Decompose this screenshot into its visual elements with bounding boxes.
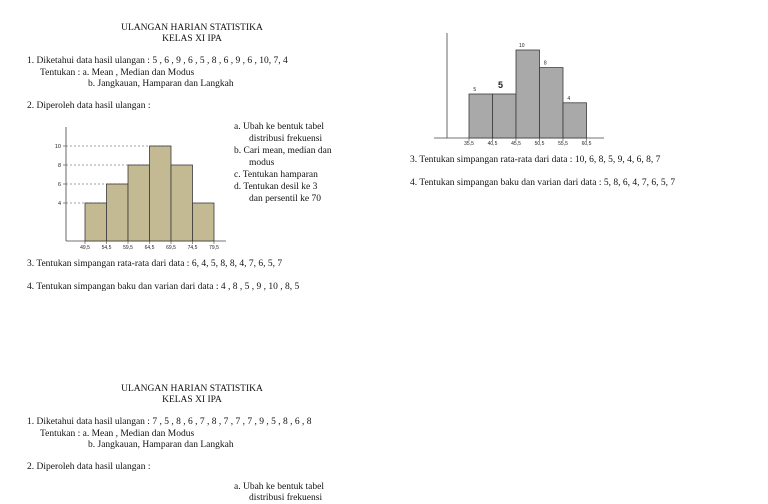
sheet1-subtitle: KELAS XI IPA [162,34,222,44]
sheet3-question-1-sub-a: Tentukan : a. Mean , Median dan Modus [40,429,195,439]
sheet1-question-1: 1. Diketahui data hasil ulangan : 5 , 6 , 9 , 6 , 5 , 8 , 6 , 9 , 6 , 10, 7, 4 [27,56,288,66]
h1-bar [150,146,172,241]
h1-bar [128,165,150,241]
h2-bar [493,94,517,138]
sheet3-question-1-sub-b: b. Jangkauan, Hamparan dan Langkah [88,440,234,450]
sheet1-question-1-sub-b: b. Jangkauan, Hamparan dan Langkah [88,79,234,89]
h2-data-label: 4 [567,95,571,102]
h1-bar [107,184,129,241]
sheet1-question-2: 2. Diperoleh data hasil ulangan : [27,101,151,111]
sheet1-question-4: 4. Tentukan simpangan baku dan varian dari data : 4 , 8 , 5 , 9 , 10 , 8, 5 [27,282,300,292]
sheet1-title: ULANGAN HARIAN STATISTIKA [121,23,263,33]
h2-data-label: 8 [543,60,547,67]
task-b-line1: b. Cari mean, median dan [234,146,332,156]
h1-x-tick-label: 49,5 [80,245,90,251]
sheet1-question-3: 3. Tentukan simpangan rata-rata dari data : 6, 4, 5, 8, 8, 4, 7, 6, 5, 7 [27,259,283,269]
h1-x-tick-label: 64,5 [144,245,155,251]
h2-data-label: 10 [518,43,525,49]
sheet3-question-2: 2. Diperoleh data hasil ulangan : [27,462,151,472]
sheet2-question-4: 4. Tentukan simpangan baku dan varian dari data : 5, 8, 6, 4, 7, 6, 5, 7 [410,178,676,188]
h1-x-tick-label: 54,5 [101,245,112,251]
h2-data-label: 5 [473,87,477,93]
task-a-line1: a. Ubah ke bentuk tabel [234,122,324,132]
h1-y-tick-label: 6 [57,182,61,188]
h1-bar [193,203,215,241]
h1-x-tick-label: 69,5 [166,245,176,251]
h2-x-tick-label: 40,5 [487,141,498,147]
sheet2-question-3: 3. Tentukan simpangan rata-rata dari data : 10, 6, 8, 5, 9, 4, 6, 8, 7 [410,155,661,165]
h2-data-label: 5 [497,80,504,90]
sheet1-question-1-sub-a: Tentukan : a. Mean , Median dan Modus [40,68,195,78]
task-a-line2: distribusi frekuensi [249,134,323,144]
h2-x-tick-label: 55,5 [558,141,568,147]
sheet3-title: ULANGAN HARIAN STATISTIKA [121,384,263,394]
h1-y-tick-label: 4 [57,201,61,207]
h2-bar [540,68,564,138]
task-d-line1: d. Tentukan desil ke 3 [234,182,318,192]
h2-bar [563,103,587,138]
sheet3-subtitle: KELAS XI IPA [162,395,222,405]
h2-bar [469,94,493,138]
h1-bar [171,165,193,241]
h1-x-tick-label: 79,5 [209,245,219,251]
task-d-line2: dan persentil ke 70 [249,194,322,204]
h2-bar [516,50,540,138]
task-b-line2: modus [249,158,275,168]
h1-y-tick-label: 10 [54,144,61,150]
h2-x-tick-label: 60,5 [581,141,592,147]
h1-y-tick-label: 8 [57,163,61,169]
sheet3-question-1: 1. Diketahui data hasil ulangan : 7 , 5 , 8 , 6 , 7 , 8 , 7 , 7 , 7 , 9 , 5 , 8 , 6 , 8 [27,417,312,427]
h2-x-tick-label: 45,5 [511,141,521,147]
task-c: c. Tentukan hamparan [234,170,318,180]
h1-x-tick-label: 59,5 [123,245,133,251]
sheet3-task-a-line2: distribusi frekuensi [249,493,323,503]
sheet3-task-a-line1: a. Ubah ke bentuk tabel [234,482,324,492]
h1-bar [85,203,107,241]
h2-x-tick-label: 50,5 [534,141,545,147]
h2-x-tick-label: 35,5 [464,141,474,147]
h1-x-tick-label: 74,5 [187,245,198,251]
